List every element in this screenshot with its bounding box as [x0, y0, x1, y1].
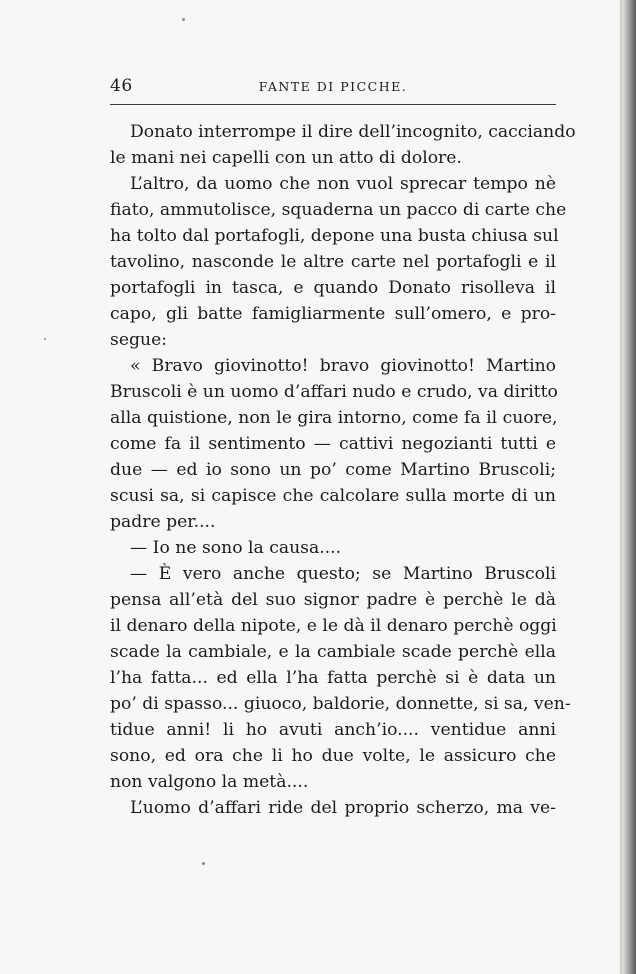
text-line: l’ha fatta... ed ella l’ha fatta perchè si è data un [110, 668, 556, 688]
text-line: tavolino, nasconde le altre carte nel portafogli e il [110, 252, 556, 272]
text-line: portafogli in tasca, e quando Donato risolleva il [110, 278, 556, 298]
text-line: L’altro, da uomo che non vuol sprecar tempo nè [130, 174, 556, 194]
text-line: sono, ed ora che li ho due volte, le assicuro che [110, 746, 556, 766]
body-text [110, 119, 576, 821]
text-line: po’ di spasso... giuoco, baldorie, donnette, si sa, ven- [110, 694, 571, 714]
text-line: capo, gli batte famigliarmente sull’omero, e pro- [110, 304, 556, 324]
text-line: — È vero anche questo; se Martino Bruscoli [130, 564, 556, 584]
text-line: due — ed io sono un po’ come Martino Bruscoli; [110, 460, 556, 480]
text-line: scade la cambiale, e la cambiale scade perchè ella [110, 642, 556, 662]
page-number: 46 [110, 76, 133, 96]
text-line: Bruscoli è un uomo d’affari nudo e crudo, va diritto [110, 382, 558, 402]
text-line: ha tolto dal portafogli, depone una busta chiusa sul [110, 226, 559, 246]
text-line: non valgono la metà.... [110, 772, 309, 792]
paper-speck [182, 18, 185, 21]
paper-speck [202, 862, 205, 865]
text-line: L’uomo d’affari ride del proprio scherzo, ma ve- [130, 798, 556, 818]
text-line: fiato, ammutolisce, squaderna un pacco di carte che [110, 200, 567, 220]
text-line: scusi sa, si capisce che calcolare sulla morte di un [110, 486, 556, 506]
page-edge-shadow [622, 0, 636, 974]
text-line: « Bravo giovinotto! bravo giovinotto! Martino [130, 356, 556, 376]
text-line: alla quistione, non le gira intorno, come fa il cuore, [110, 408, 558, 428]
text-line: le mani nei capelli con un atto di dolore. [110, 148, 462, 168]
text-line: — Io ne sono la causa.... [130, 538, 342, 558]
paper-speck [44, 338, 46, 340]
text-line: come fa il sentimento — cattivi negozianti tutti e [110, 434, 556, 454]
text-line: pensa all’età del suo signor padre è perchè le dà [110, 590, 556, 610]
text-line: Donato interrompe il dire dell’incognito, cacciando [130, 122, 576, 142]
text-line: segue: [110, 330, 168, 350]
text-line: padre per.... [110, 512, 216, 532]
header-rule [110, 104, 556, 105]
page-header [110, 76, 556, 98]
text-line: tidue anni! li ho avuti anch’io.... ventidue anni [110, 720, 556, 740]
text-line: il denaro della nipote, e le dà il denaro perchè oggi [110, 616, 557, 636]
running-title: FANTE DI PICCHE. [258, 79, 408, 94]
